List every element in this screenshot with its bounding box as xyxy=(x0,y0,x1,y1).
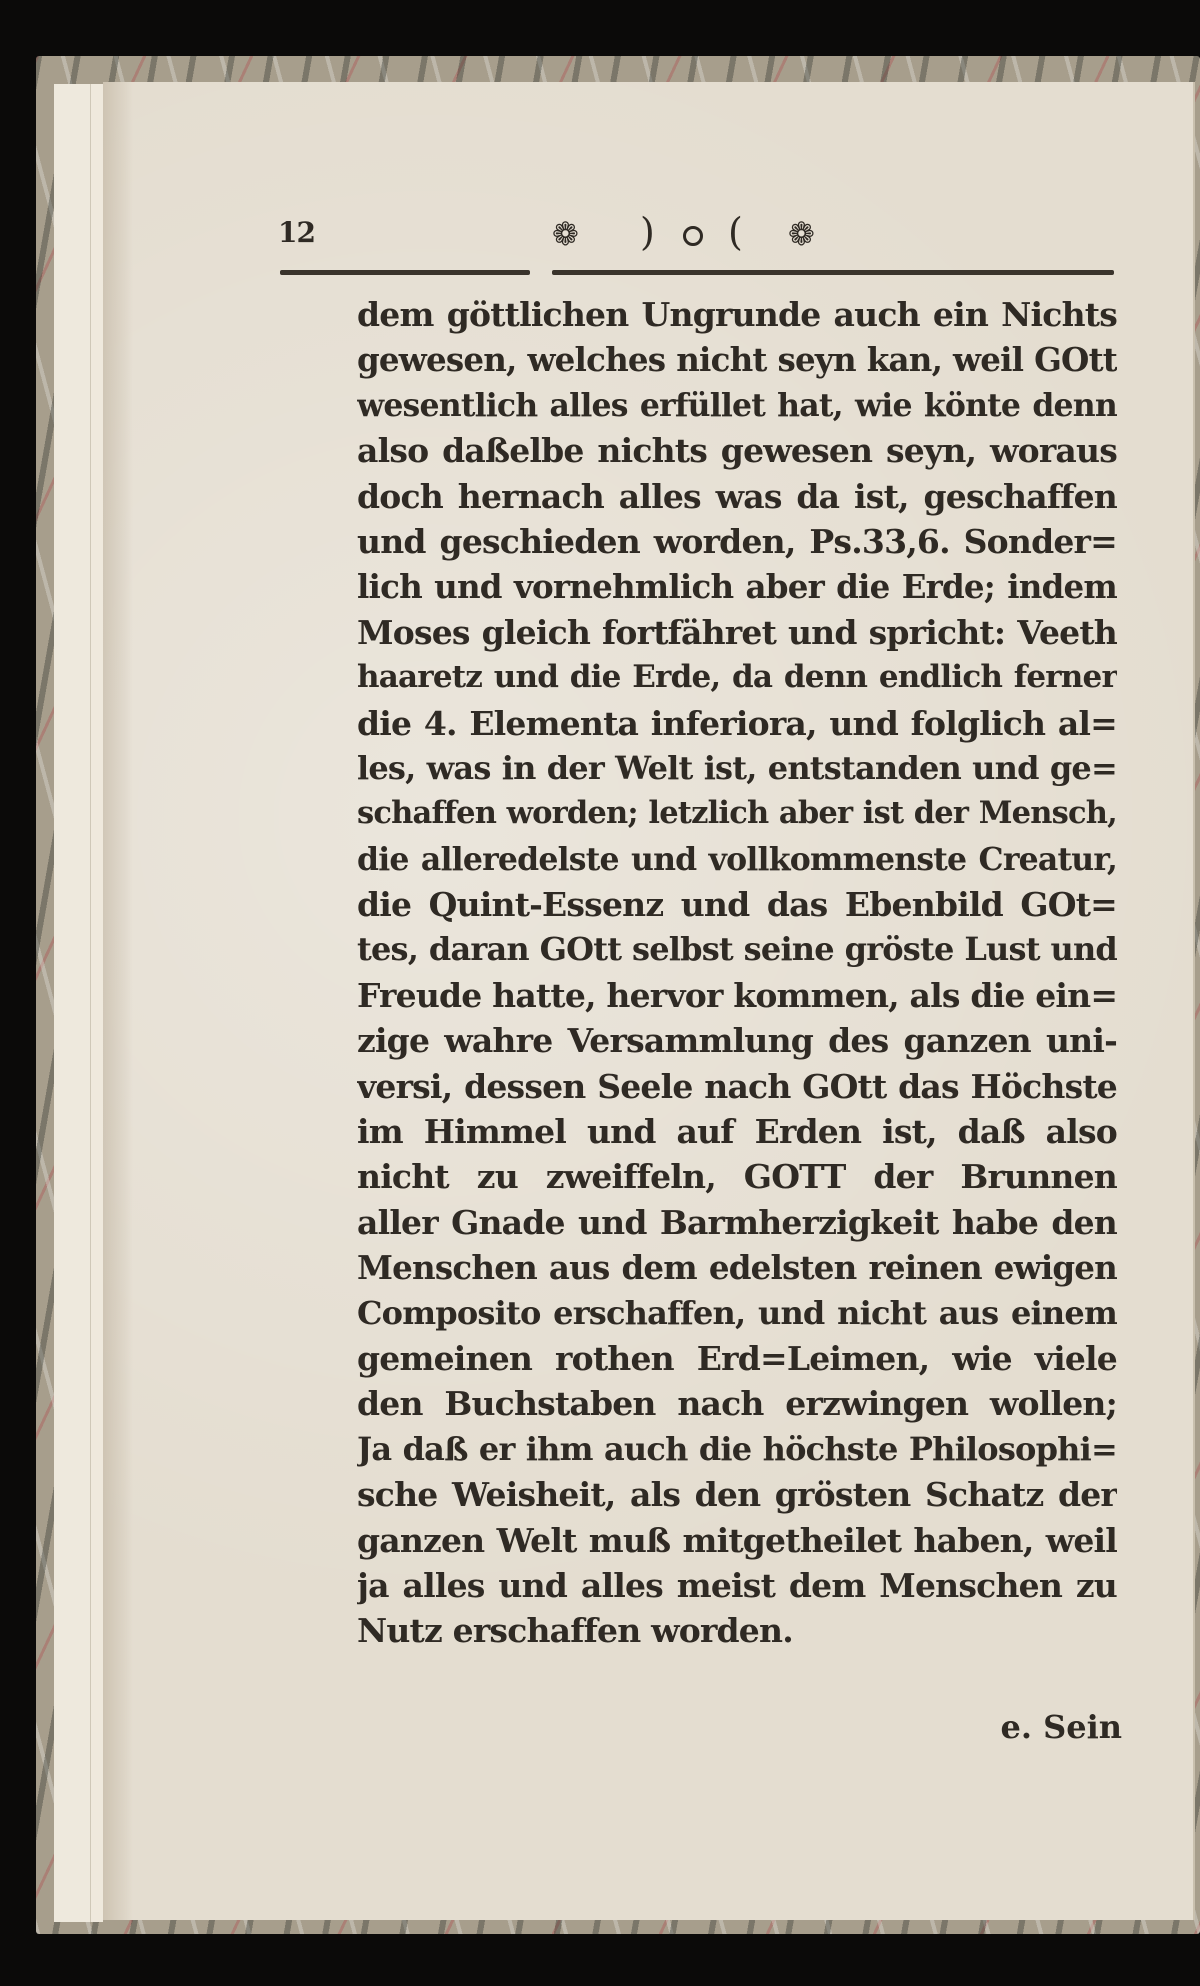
header-circle-icon xyxy=(683,226,703,246)
text-line: die 4. Elementa inferiora, und folglich al= xyxy=(357,703,1117,743)
text-line: Composito erschaffen, und nicht aus einem xyxy=(357,1293,1117,1332)
text-line: Freude hatte, hervor kommen, als die ein= xyxy=(357,975,1117,1015)
text-line: also daßelbe nichts gewesen seyn, woraus xyxy=(357,431,1117,471)
text-line: dem göttlichen Ungrunde auch ein Nichts xyxy=(357,295,1117,334)
text-line: die Quint-Essenz und das Ebenbild GOt= xyxy=(357,885,1117,925)
running-header xyxy=(0,212,1200,262)
text-line: Menschen aus dem edelsten reinen ewigen xyxy=(357,1248,1117,1288)
text-line: Nutz erschaffen worden. xyxy=(357,1611,793,1651)
page-edge-strip xyxy=(54,84,91,1922)
text-line: ganzen Welt muß mitgetheilet haben, weil xyxy=(357,1520,1117,1560)
body-text xyxy=(357,292,1117,1654)
text-line: lich und vornehmlich aber die Erde; indem xyxy=(357,567,1117,607)
header-paren-left: ( xyxy=(728,210,743,254)
floral-ornament-icon: ❁ xyxy=(788,215,815,253)
catchword: e. Sein xyxy=(1000,1708,1122,1746)
page-edge-inner xyxy=(91,84,103,1922)
text-line: wesentlich alles erfüllet hat, wie könte denn xyxy=(357,386,1117,424)
text-line: gewesen, welches nicht seyn kan, weil GOtt xyxy=(357,340,1117,380)
text-line: die alleredelste und vollkommenste Creatur, xyxy=(357,840,1117,878)
header-rule xyxy=(552,270,1114,275)
text-line: und geschieden worden, Ps.33,6. Sonder= xyxy=(357,521,1117,561)
floral-ornament-icon: ❁ xyxy=(552,215,579,253)
text-line: tes, daran GOtt selbst seine gröste Lust und xyxy=(357,930,1117,969)
text-line: nicht zu zweiffeln, GOTT der Brunnen xyxy=(357,1157,1117,1197)
header-paren-right: ) xyxy=(640,210,655,254)
text-line: schaffen worden; letzlich aber ist der Mensch, xyxy=(357,795,1117,832)
text-line: haaretz und die Erde, da denn endlich ferner xyxy=(357,659,1117,696)
text-line: les, was in der Welt ist, entstanden und ge= xyxy=(357,748,1117,787)
text-line: zige wahre Versammlung des ganzen uni- xyxy=(357,1021,1117,1061)
text-line: im Himmel und auf Erden ist, daß also xyxy=(357,1112,1117,1152)
text-line: Ja daß er ihm auch die höchste Philosophi= xyxy=(357,1429,1117,1468)
text-line: aller Gnade und Barmherzigkeit habe den xyxy=(357,1202,1117,1242)
header-rule xyxy=(280,270,530,275)
text-line: Moses gleich fortfähret und spricht: Veeth xyxy=(357,612,1117,652)
text-line: versi, dessen Seele nach GOtt das Höchste xyxy=(357,1066,1117,1106)
text-line: gemeinen rothen Erd=Leimen, wie viele xyxy=(357,1338,1117,1378)
text-line: den Buchstaben nach erzwingen wollen; xyxy=(357,1384,1117,1424)
text-line: ja alles und alles meist dem Menschen zu xyxy=(357,1565,1117,1605)
text-line: doch hernach alles was da ist, geschaffen xyxy=(357,476,1117,516)
page-number: 12 xyxy=(278,216,315,249)
text-line: sche Weisheit, als den grösten Schatz der xyxy=(357,1475,1117,1515)
